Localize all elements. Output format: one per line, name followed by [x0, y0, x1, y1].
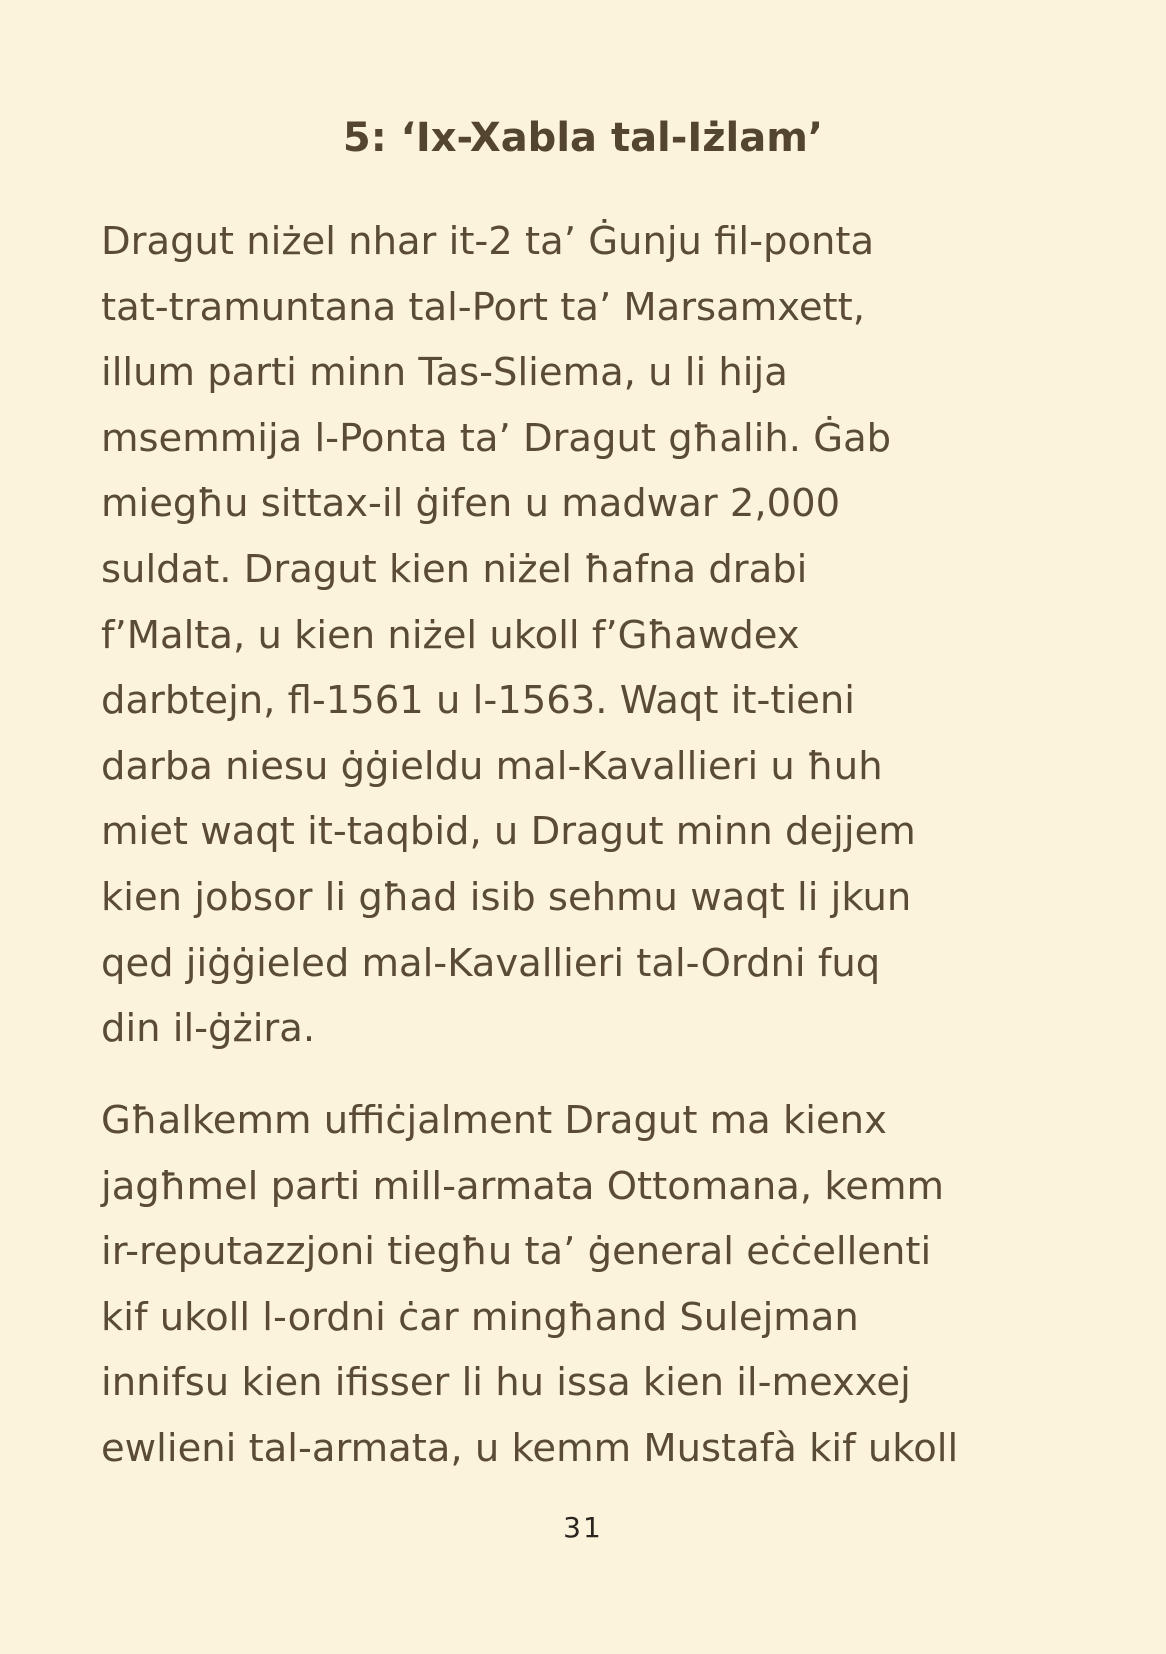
text-line: innifsu kien ifisser li hu issa kien il-mexxej: [101, 1360, 911, 1406]
text-line: miegħu sittax-il ġifen u madwar 2,000: [101, 481, 841, 527]
text-line: suldat. Dragut kien niżel ħafna drabi: [101, 546, 808, 592]
text-line: kien jobsor li għad isib sehmu waqt li jkun: [101, 874, 912, 920]
text-line: qed jiġġieled mal-Kavallieri tal-Ordni fuq: [101, 940, 881, 986]
text-line: ir-reputazzjoni tiegħu ta’ ġeneral eċċellenti: [101, 1229, 932, 1275]
text-line: ewlieni tal-armata, u kemm Mustafà kif ukoll: [101, 1425, 959, 1471]
text-line: illum parti minn Tas-Sliema, u li hija: [101, 350, 788, 396]
text-line: kif ukoll l-ordni ċar mingħand Sulejman: [101, 1294, 859, 1340]
text-line: darba niesu ġġieldu mal-Kavallieri u ħuh: [101, 743, 883, 789]
paragraph-2: [101, 1088, 1091, 1482]
page-number: 31: [563, 1511, 603, 1544]
text-line: din il-ġżira.: [101, 1006, 316, 1052]
chapter-title: 5: ‘Ix-Xabla tal-Iżlam’: [342, 115, 824, 161]
paragraph-1: [101, 209, 1091, 1062]
text-line: Dragut niżel nhar it-2 ta’ Ġunju fil-ponta: [101, 219, 875, 264]
text-line: msemmija l-Ponta ta’ Dragut għalih. Ġab: [101, 415, 892, 461]
text-line: tat-tramuntana tal-Port ta’ Marsamxett,: [101, 284, 865, 330]
text-line: f’Malta, u kien niżel ukoll f’Għawdex: [101, 612, 800, 658]
text-line: jagħmel parti mill-armata Ottomana, kemm: [101, 1163, 944, 1209]
text-line: Għalkemm uffiċjalment Dragut ma kienx: [101, 1098, 887, 1143]
text-line: miet waqt it-taqbid, u Dragut minn dejjem: [101, 809, 916, 855]
text-line: darbtejn, fl-1561 u l-1563. Waqt it-tieni: [101, 678, 855, 724]
